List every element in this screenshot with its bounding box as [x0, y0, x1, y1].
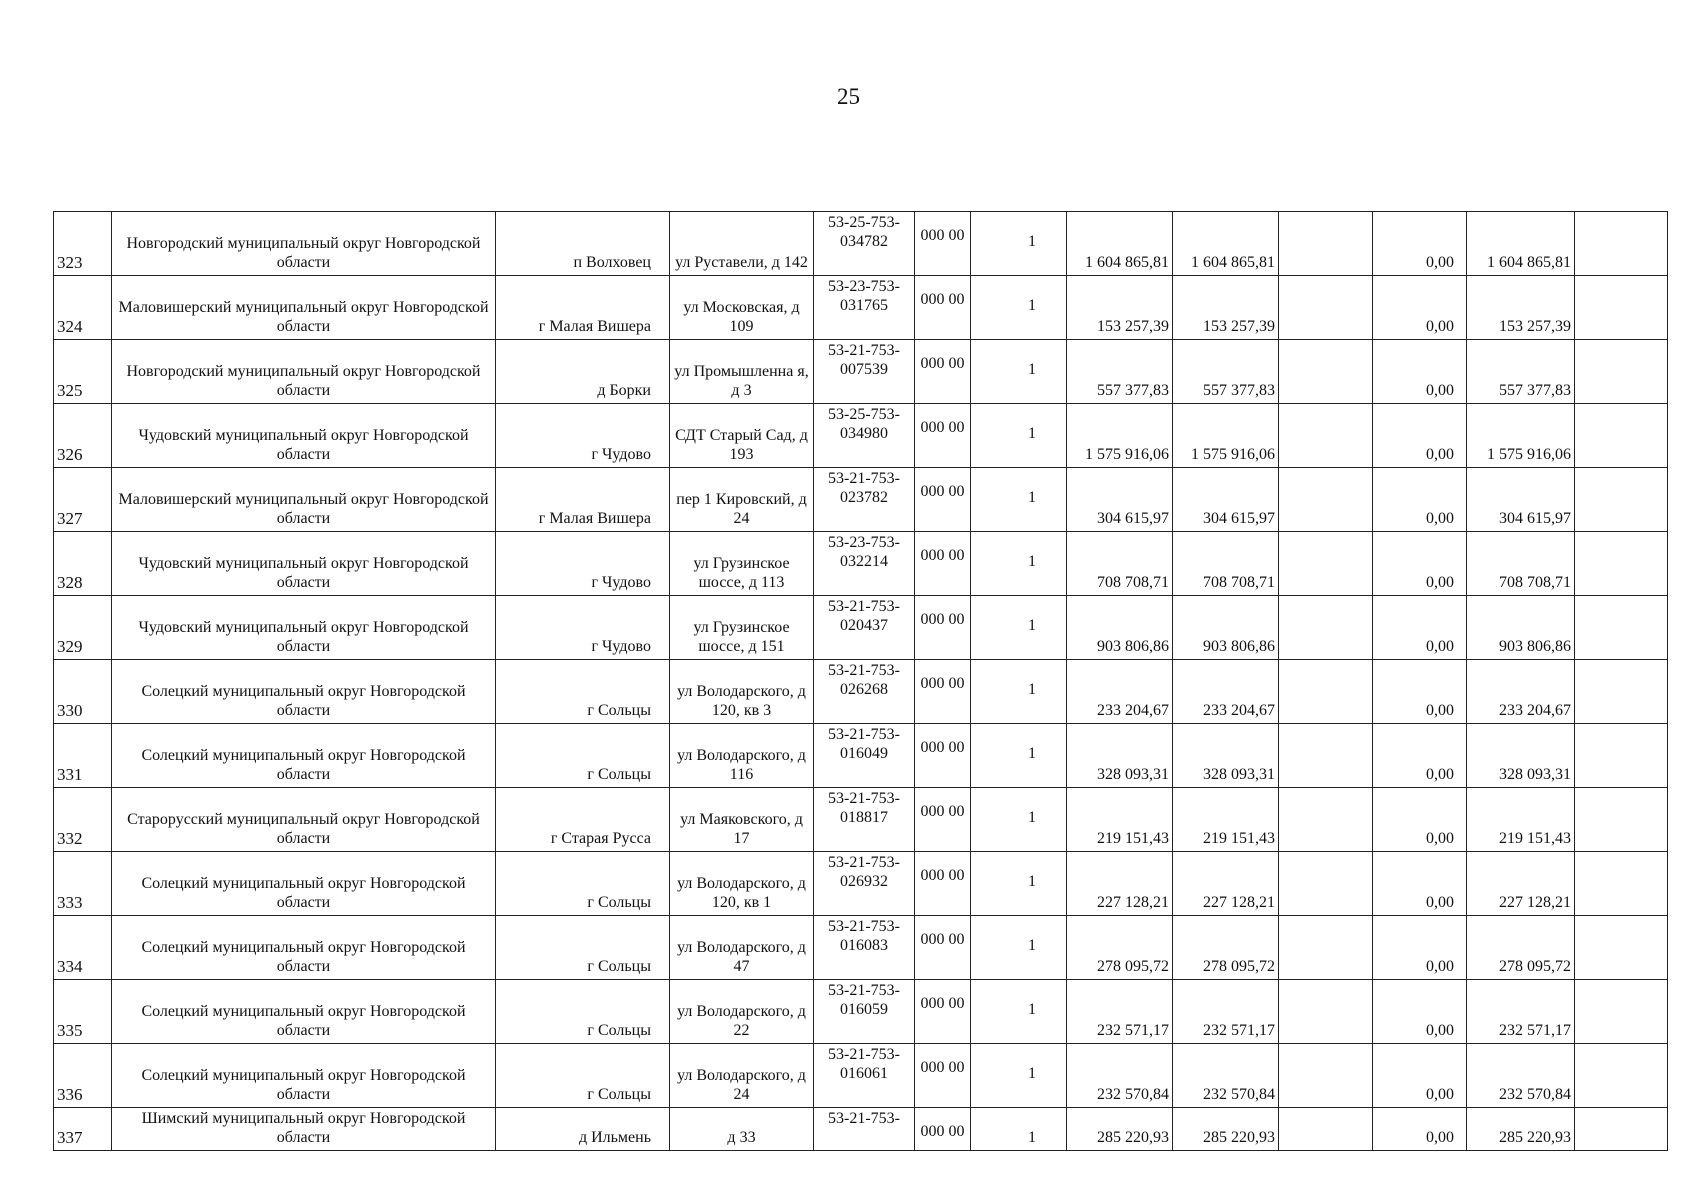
empty-cell — [1279, 596, 1373, 660]
locality-cell: д Ильмень — [496, 1108, 670, 1151]
address-cell: ул Грузинское шоссе, д 151 — [670, 596, 814, 660]
table-row — [54, 404, 1668, 468]
address-cell: ул Володарского, д 24 — [670, 1044, 814, 1108]
total-amount-cell: 1 575 916,06 — [1467, 404, 1575, 468]
empty-cell — [1279, 916, 1373, 980]
empty-cell — [1279, 724, 1373, 788]
quantity-cell: 1 — [971, 980, 1067, 1044]
amount-cell: 1 604 865,81 — [1067, 212, 1173, 276]
total-amount-cell: 278 095,72 — [1467, 916, 1575, 980]
municipality-cell: Солецкий муниципальный округ Новгородской области — [112, 980, 496, 1044]
table-row — [54, 212, 1668, 276]
code-cell: 000 00 — [915, 468, 971, 532]
empty-cell — [1575, 660, 1668, 724]
quantity-cell: 1 — [971, 340, 1067, 404]
municipality-cell: Маловишерский муниципальный округ Новгородской области — [112, 276, 496, 340]
cadastral-number-cell: 53-21-753-007539 — [814, 340, 915, 404]
municipality-cell: Солецкий муниципальный округ Новгородской области — [112, 852, 496, 916]
amount-cell: 557 377,83 — [1067, 340, 1173, 404]
row-number: 330 — [54, 660, 112, 724]
table-row — [54, 468, 1668, 532]
empty-cell — [1279, 980, 1373, 1044]
municipality-cell: Солецкий муниципальный округ Новгородской области — [112, 916, 496, 980]
empty-cell — [1575, 788, 1668, 852]
empty-cell — [1575, 852, 1668, 916]
address-cell: ул Грузинское шоссе, д 113 — [670, 532, 814, 596]
code-cell: 000 00 — [915, 788, 971, 852]
amount-cell: 328 093,31 — [1173, 724, 1279, 788]
total-amount-cell: 233 204,67 — [1467, 660, 1575, 724]
table-row — [54, 788, 1668, 852]
code-cell: 000 00 — [915, 276, 971, 340]
code-cell: 000 00 — [915, 596, 971, 660]
row-number: 326 — [54, 404, 112, 468]
locality-cell: г Сольцы — [496, 660, 670, 724]
locality-cell: п Волховец — [496, 212, 670, 276]
empty-cell — [1575, 1108, 1668, 1151]
empty-cell — [1575, 724, 1668, 788]
table-row — [54, 724, 1668, 788]
table-row — [54, 852, 1668, 916]
municipality-cell: Новгородский муниципальный округ Новгородской области — [112, 340, 496, 404]
table-row — [54, 532, 1668, 596]
total-amount-cell: 153 257,39 — [1467, 276, 1575, 340]
total-amount-cell: 304 615,97 — [1467, 468, 1575, 532]
quantity-cell: 1 — [971, 1108, 1067, 1151]
quantity-cell: 1 — [971, 1044, 1067, 1108]
locality-cell: г Сольцы — [496, 916, 670, 980]
amount-cell: 232 570,84 — [1067, 1044, 1173, 1108]
quantity-cell: 1 — [971, 276, 1067, 340]
address-cell: пер 1 Кировский, д 24 — [670, 468, 814, 532]
empty-cell — [1279, 660, 1373, 724]
zero-amount-cell: 0,00 — [1373, 916, 1467, 980]
empty-cell — [1279, 340, 1373, 404]
locality-cell: г Малая Вишера — [496, 276, 670, 340]
empty-cell — [1279, 468, 1373, 532]
cadastral-number-cell: 53-21-753-026932 — [814, 852, 915, 916]
locality-cell: г Чудово — [496, 532, 670, 596]
municipality-cell: Солецкий муниципальный округ Новгородской области — [112, 660, 496, 724]
amount-cell: 1 575 916,06 — [1067, 404, 1173, 468]
amount-cell: 557 377,83 — [1173, 340, 1279, 404]
code-cell: 000 00 — [915, 660, 971, 724]
amount-cell: 232 571,17 — [1173, 980, 1279, 1044]
cadastral-number-cell: 53-21-753-016083 — [814, 916, 915, 980]
quantity-cell: 1 — [971, 788, 1067, 852]
locality-cell: г Старая Русса — [496, 788, 670, 852]
total-amount-cell: 227 128,21 — [1467, 852, 1575, 916]
empty-cell — [1575, 404, 1668, 468]
page-number: 25 — [837, 84, 860, 109]
empty-cell — [1279, 404, 1373, 468]
quantity-cell: 1 — [971, 852, 1067, 916]
table-row — [54, 980, 1668, 1044]
municipality-cell: Чудовский муниципальный округ Новгородской области — [112, 596, 496, 660]
code-cell: 000 00 — [915, 916, 971, 980]
amount-cell: 219 151,43 — [1173, 788, 1279, 852]
code-cell: 000 00 — [915, 532, 971, 596]
amount-cell: 1 604 865,81 — [1173, 212, 1279, 276]
address-cell: ул Московская, д 109 — [670, 276, 814, 340]
amount-cell: 285 220,93 — [1067, 1108, 1173, 1151]
total-amount-cell: 328 093,31 — [1467, 724, 1575, 788]
cadastral-number-cell: 53-21-753-016059 — [814, 980, 915, 1044]
locality-cell: г Малая Вишера — [496, 468, 670, 532]
row-number: 329 — [54, 596, 112, 660]
empty-cell — [1279, 276, 1373, 340]
municipality-cell: Маловишерский муниципальный округ Новгородской области — [112, 468, 496, 532]
total-amount-cell: 219 151,43 — [1467, 788, 1575, 852]
table-row — [54, 596, 1668, 660]
row-number: 335 — [54, 980, 112, 1044]
total-amount-cell: 232 570,84 — [1467, 1044, 1575, 1108]
cadastral-number-cell: 53-21-753- — [814, 1108, 915, 1151]
amount-cell: 903 806,86 — [1173, 596, 1279, 660]
address-cell: ул Маяковского, д 17 — [670, 788, 814, 852]
empty-cell — [1575, 276, 1668, 340]
amount-cell: 285 220,93 — [1173, 1108, 1279, 1151]
row-number: 325 — [54, 340, 112, 404]
empty-cell — [1279, 1044, 1373, 1108]
locality-cell: г Сольцы — [496, 724, 670, 788]
municipality-cell: Солецкий муниципальный округ Новгородской области — [112, 1044, 496, 1108]
row-number: 323 — [54, 212, 112, 276]
zero-amount-cell: 0,00 — [1373, 1044, 1467, 1108]
code-cell: 000 00 — [915, 340, 971, 404]
code-cell: 000 00 — [915, 852, 971, 916]
quantity-cell: 1 — [971, 404, 1067, 468]
empty-cell — [1575, 916, 1668, 980]
amount-cell: 708 708,71 — [1173, 532, 1279, 596]
amount-cell: 903 806,86 — [1067, 596, 1173, 660]
amount-cell: 232 570,84 — [1173, 1044, 1279, 1108]
amount-cell: 304 615,97 — [1067, 468, 1173, 532]
locality-cell: г Чудово — [496, 596, 670, 660]
cadastral-number-cell: 53-21-753-020437 — [814, 596, 915, 660]
row-number: 328 — [54, 532, 112, 596]
address-cell: ул Промышленна я, д 3 — [670, 340, 814, 404]
amount-cell: 233 204,67 — [1173, 660, 1279, 724]
amount-cell: 232 571,17 — [1067, 980, 1173, 1044]
municipality-cell: Чудовский муниципальный округ Новгородской области — [112, 532, 496, 596]
quantity-cell: 1 — [971, 916, 1067, 980]
zero-amount-cell: 0,00 — [1373, 852, 1467, 916]
code-cell: 000 00 — [915, 404, 971, 468]
amount-cell: 219 151,43 — [1067, 788, 1173, 852]
amount-cell: 278 095,72 — [1173, 916, 1279, 980]
table-row — [54, 276, 1668, 340]
row-number: 337 — [54, 1108, 112, 1151]
empty-cell — [1575, 1044, 1668, 1108]
row-number: 327 — [54, 468, 112, 532]
table-row — [54, 1044, 1668, 1108]
quantity-cell: 1 — [971, 532, 1067, 596]
empty-cell — [1575, 532, 1668, 596]
row-number: 332 — [54, 788, 112, 852]
quantity-cell: 1 — [971, 660, 1067, 724]
address-cell: ул Володарского, д 120, кв 3 — [670, 660, 814, 724]
empty-cell — [1279, 852, 1373, 916]
address-cell: ул Володарского, д 116 — [670, 724, 814, 788]
address-cell: д 33 — [670, 1108, 814, 1151]
table-row — [54, 660, 1668, 724]
code-cell: 000 00 — [915, 980, 971, 1044]
table-row — [54, 340, 1668, 404]
address-cell: СДТ Старый Сад, д 193 — [670, 404, 814, 468]
zero-amount-cell: 0,00 — [1373, 276, 1467, 340]
municipality-cell: Чудовский муниципальный округ Новгородской области — [112, 404, 496, 468]
total-amount-cell: 557 377,83 — [1467, 340, 1575, 404]
empty-cell — [1575, 212, 1668, 276]
cadastral-number-cell: 53-21-753-018817 — [814, 788, 915, 852]
amount-cell: 708 708,71 — [1067, 532, 1173, 596]
zero-amount-cell: 0,00 — [1373, 980, 1467, 1044]
code-cell: 000 00 — [915, 724, 971, 788]
empty-cell — [1575, 468, 1668, 532]
zero-amount-cell: 0,00 — [1373, 660, 1467, 724]
cadastral-number-cell: 53-21-753-023782 — [814, 468, 915, 532]
empty-cell — [1279, 788, 1373, 852]
locality-cell: г Сольцы — [496, 852, 670, 916]
total-amount-cell: 1 604 865,81 — [1467, 212, 1575, 276]
amount-cell: 227 128,21 — [1173, 852, 1279, 916]
cadastral-number-cell: 53-23-753-031765 — [814, 276, 915, 340]
municipality-cell: Новгородский муниципальный округ Новгородской области — [112, 212, 496, 276]
amount-cell: 153 257,39 — [1067, 276, 1173, 340]
empty-cell — [1279, 1108, 1373, 1151]
amount-cell: 233 204,67 — [1067, 660, 1173, 724]
zero-amount-cell: 0,00 — [1373, 788, 1467, 852]
row-number: 333 — [54, 852, 112, 916]
zero-amount-cell: 0,00 — [1373, 724, 1467, 788]
locality-cell: д Борки — [496, 340, 670, 404]
row-number: 336 — [54, 1044, 112, 1108]
registry-table — [53, 211, 1668, 1151]
zero-amount-cell: 0,00 — [1373, 1108, 1467, 1151]
locality-cell: г Сольцы — [496, 980, 670, 1044]
zero-amount-cell: 0,00 — [1373, 596, 1467, 660]
empty-cell — [1575, 596, 1668, 660]
zero-amount-cell: 0,00 — [1373, 468, 1467, 532]
zero-amount-cell: 0,00 — [1373, 404, 1467, 468]
code-cell: 000 00 — [915, 212, 971, 276]
cadastral-number-cell: 53-21-753-016049 — [814, 724, 915, 788]
zero-amount-cell: 0,00 — [1373, 212, 1467, 276]
locality-cell: г Сольцы — [496, 1044, 670, 1108]
amount-cell: 328 093,31 — [1067, 724, 1173, 788]
empty-cell — [1575, 980, 1668, 1044]
address-cell: ул Володарского, д 120, кв 1 — [670, 852, 814, 916]
empty-cell — [1279, 532, 1373, 596]
row-number: 324 — [54, 276, 112, 340]
address-cell: ул Володарского, д 22 — [670, 980, 814, 1044]
quantity-cell: 1 — [971, 724, 1067, 788]
municipality-cell: Шимский муниципальный округ Новгородской области — [112, 1108, 496, 1151]
cadastral-number-cell: 53-21-753-016061 — [814, 1044, 915, 1108]
amount-cell: 278 095,72 — [1067, 916, 1173, 980]
municipality-cell: Старорусский муниципальный округ Новгородской области — [112, 788, 496, 852]
cadastral-number-cell: 53-23-753-032214 — [814, 532, 915, 596]
cadastral-number-cell: 53-21-753-026268 — [814, 660, 915, 724]
municipality-cell: Солецкий муниципальный округ Новгородской области — [112, 724, 496, 788]
total-amount-cell: 285 220,93 — [1467, 1108, 1575, 1151]
table-row — [54, 1108, 1668, 1151]
row-number: 334 — [54, 916, 112, 980]
quantity-cell: 1 — [971, 212, 1067, 276]
cadastral-number-cell: 53-25-753-034980 — [814, 404, 915, 468]
zero-amount-cell: 0,00 — [1373, 340, 1467, 404]
code-cell: 000 00 — [915, 1108, 971, 1151]
cadastral-number-cell: 53-25-753-034782 — [814, 212, 915, 276]
quantity-cell: 1 — [971, 468, 1067, 532]
zero-amount-cell: 0,00 — [1373, 532, 1467, 596]
address-cell: ул Володарского, д 47 — [670, 916, 814, 980]
amount-cell: 1 575 916,06 — [1173, 404, 1279, 468]
row-number: 331 — [54, 724, 112, 788]
total-amount-cell: 232 571,17 — [1467, 980, 1575, 1044]
table-row — [54, 916, 1668, 980]
code-cell: 000 00 — [915, 1044, 971, 1108]
empty-cell — [1279, 212, 1373, 276]
total-amount-cell: 903 806,86 — [1467, 596, 1575, 660]
amount-cell: 227 128,21 — [1067, 852, 1173, 916]
empty-cell — [1575, 340, 1668, 404]
amount-cell: 304 615,97 — [1173, 468, 1279, 532]
address-cell: ул Руставели, д 142 — [670, 212, 814, 276]
quantity-cell: 1 — [971, 596, 1067, 660]
amount-cell: 153 257,39 — [1173, 276, 1279, 340]
locality-cell: г Чудово — [496, 404, 670, 468]
total-amount-cell: 708 708,71 — [1467, 532, 1575, 596]
